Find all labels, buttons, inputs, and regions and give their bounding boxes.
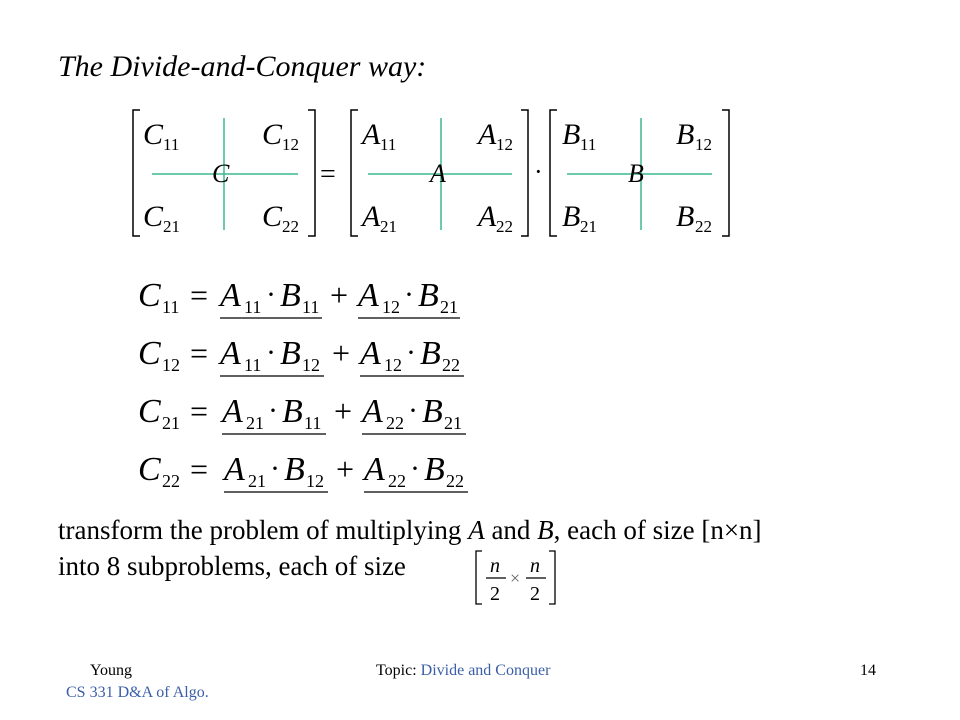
term1-dot: · (266, 278, 276, 311)
term1-a-letter: A (220, 277, 241, 314)
b22-index: 22 (695, 217, 712, 236)
term2-b-letter: B (424, 451, 445, 488)
c22-index: 22 (282, 217, 299, 236)
matrix-c-center-label: C (212, 159, 230, 188)
b12-index: 12 (695, 135, 712, 154)
term2-a-letter: A (364, 451, 385, 488)
a22-index: 22 (496, 217, 513, 236)
equation-lhs-letter: C (138, 393, 161, 430)
term2-a-letter: A (360, 335, 381, 372)
term1-a-letter: A (222, 393, 243, 430)
equation-plus: + (336, 451, 355, 487)
term2-b-letter: B (420, 335, 441, 372)
footer-course: CS 331 D&A of Algo. (66, 684, 209, 701)
footer-topic-value: Divide and Conquer (420, 662, 551, 679)
term1-b-index: 12 (302, 355, 320, 375)
c11-index: 11 (163, 135, 180, 154)
term2-dot: · (404, 278, 414, 311)
equation-lhs-letter: C (138, 335, 161, 372)
footer-page-number: 14 (860, 662, 876, 679)
equation-lhs-index: 21 (162, 413, 180, 433)
size-right-bracket (549, 551, 555, 604)
term1-dot: · (268, 394, 278, 427)
equation-lhs-letter: C (138, 451, 161, 488)
equation-lhs-index: 12 (162, 355, 180, 375)
a12-index: 12 (496, 135, 513, 154)
b22-letter: B (676, 200, 695, 233)
term2-b-index: 22 (446, 471, 464, 491)
a12-letter: A (478, 118, 497, 151)
fraction-times: × (510, 568, 521, 588)
term2-a-index: 12 (382, 297, 400, 317)
term2-a-letter: A (358, 277, 379, 314)
line1-post-text: , each of size [n×n] (553, 515, 762, 545)
c12-letter: C (262, 118, 283, 151)
equation-equals: = (190, 277, 209, 313)
equation-plus: + (334, 393, 353, 429)
term1-a-letter: A (224, 451, 245, 488)
term2-b-letter: B (418, 277, 439, 314)
equation-equals: = (190, 393, 209, 429)
term2-b-index: 22 (442, 355, 460, 375)
b12-letter: B (676, 118, 695, 151)
term1-a-index: 21 (246, 413, 264, 433)
term1-a-letter: A (220, 335, 241, 372)
term1-a-index: 21 (248, 471, 266, 491)
matrix-b-center-label: B (628, 159, 644, 188)
fraction1-denominator: 2 (490, 583, 500, 605)
term1-a-index: 11 (244, 355, 262, 375)
footer-topic-label: Topic: (376, 662, 421, 679)
line1-pre-text: transform the problem of multiplying (58, 515, 469, 545)
term1-b-letter: B (280, 277, 301, 314)
term1-b-index: 11 (304, 413, 322, 433)
term2-dot: · (408, 394, 418, 427)
a22-letter: A (478, 200, 497, 233)
c22-letter: C (262, 200, 283, 233)
footer-topic (376, 662, 550, 680)
b21-letter: B (562, 200, 581, 233)
term2-a-index: 22 (386, 413, 404, 433)
b21-index: 21 (580, 217, 597, 236)
block-equals-sign: = (320, 159, 336, 190)
equation-plus: + (330, 277, 349, 313)
term2-b-index: 21 (440, 297, 458, 317)
equation-lhs-letter: C (138, 277, 161, 314)
matrix-a-center-label: A (430, 159, 446, 188)
c12-index: 12 (282, 135, 299, 154)
equation-lhs-index: 22 (162, 471, 180, 491)
b11-index: 11 (580, 135, 597, 154)
c11-letter: C (143, 118, 164, 151)
size-left-bracket (476, 551, 482, 604)
term2-dot: · (406, 336, 416, 369)
term2-a-index: 22 (388, 471, 406, 491)
term1-dot: · (266, 336, 276, 369)
b11-letter: B (562, 118, 581, 151)
line2-text: into 8 subproblems, each of size (58, 551, 406, 581)
term2-dot: · (410, 452, 420, 485)
slide-title-text: The Divide-and-Conquer way: (58, 50, 427, 83)
term2-b-index: 21 (444, 413, 462, 433)
term1-a-index: 11 (244, 297, 262, 317)
a11-letter: A (362, 118, 381, 151)
footer-author: Young (90, 662, 132, 679)
a21-index: 21 (380, 217, 397, 236)
term1-b-letter: B (280, 335, 301, 372)
fraction1-numerator: n (490, 555, 500, 577)
equation-plus: + (332, 335, 351, 371)
c21-index: 21 (163, 217, 180, 236)
term1-b-letter: B (282, 393, 303, 430)
fraction2-numerator: n (530, 555, 540, 577)
c21-letter: C (143, 200, 164, 233)
term1-b-index: 11 (302, 297, 320, 317)
term1-b-index: 12 (306, 471, 324, 491)
fraction2-denominator: 2 (530, 583, 540, 605)
var-a: A (468, 515, 485, 545)
equation-lhs-index: 11 (162, 297, 180, 317)
equation-equals: = (190, 451, 209, 487)
term2-a-letter: A (362, 393, 383, 430)
term2-a-index: 12 (384, 355, 402, 375)
term1-b-letter: B (284, 451, 305, 488)
block-dot-operator: · (534, 157, 543, 186)
a11-index: 11 (380, 135, 397, 154)
and-text: and (484, 515, 538, 545)
equation-equals: = (190, 335, 209, 371)
term1-dot: · (270, 452, 280, 485)
var-b: B (537, 515, 554, 545)
term2-b-letter: B (422, 393, 443, 430)
a21-letter: A (362, 200, 381, 233)
